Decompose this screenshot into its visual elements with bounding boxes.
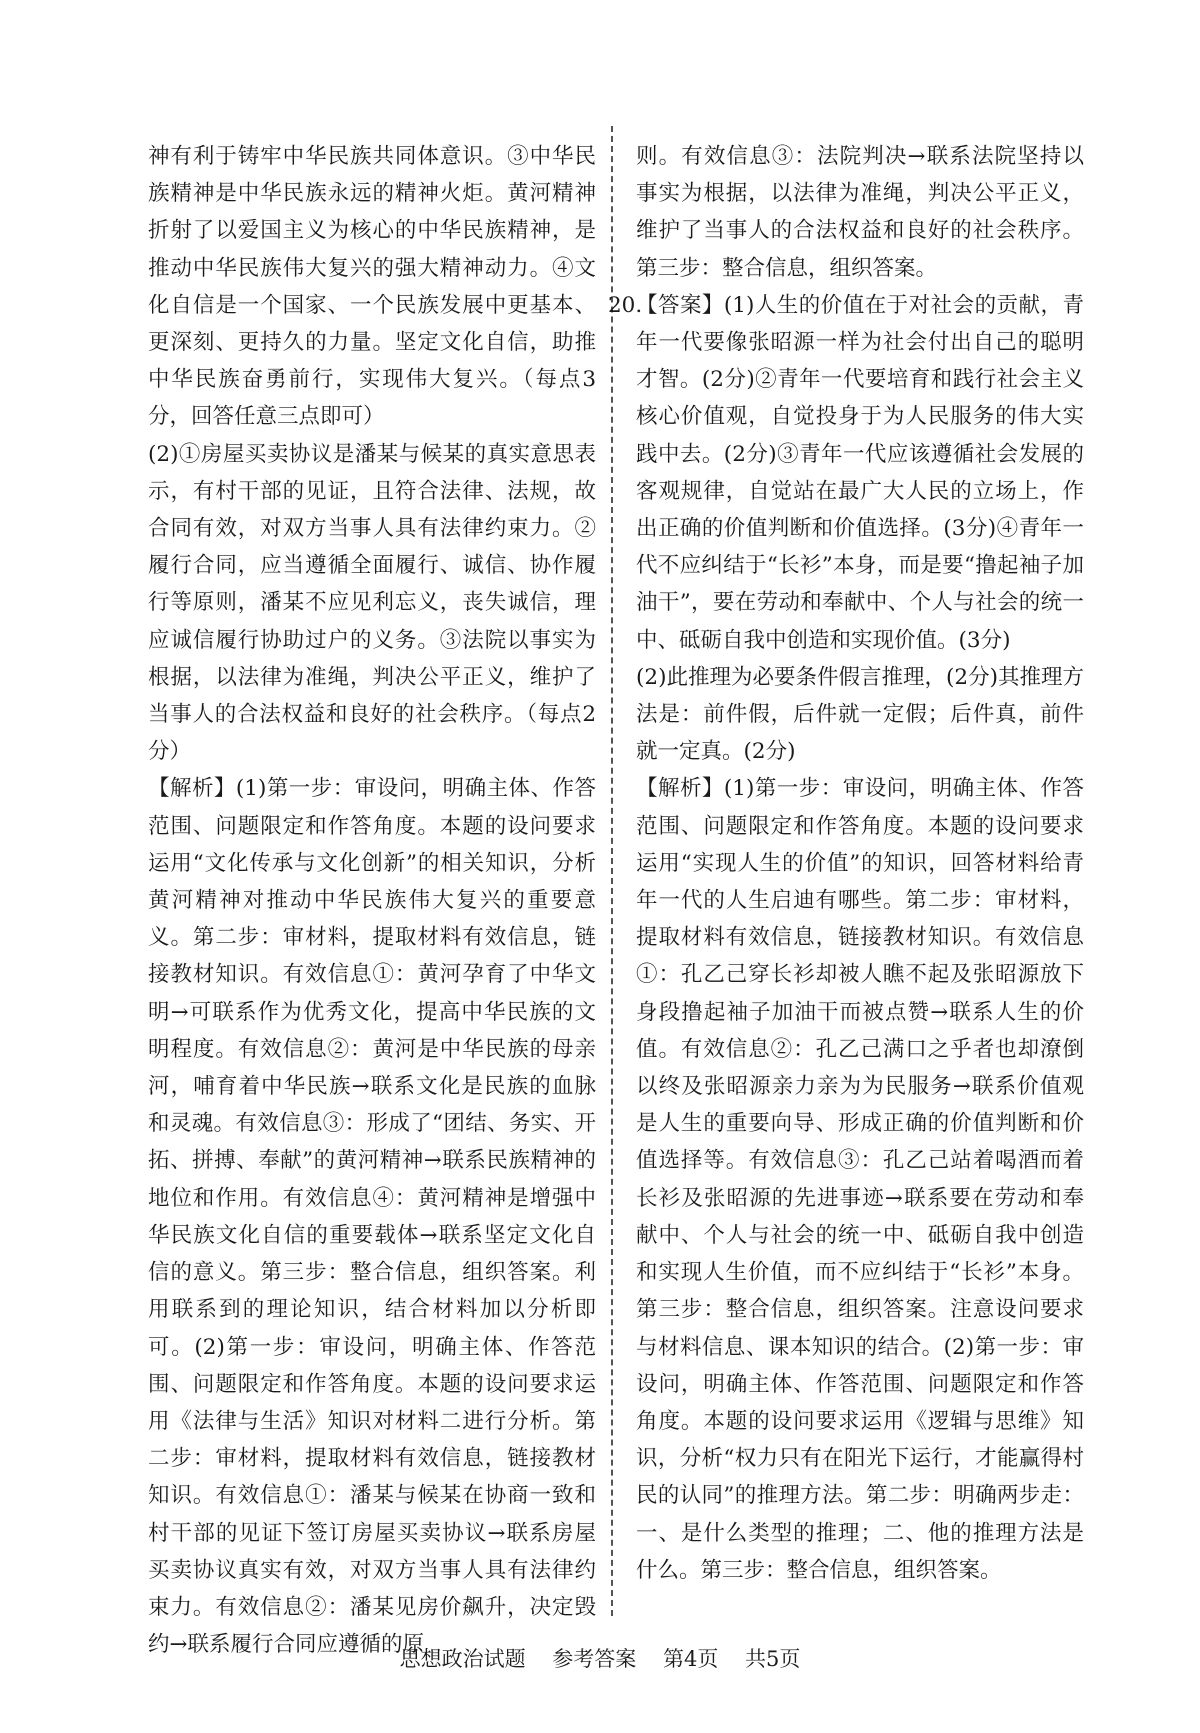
left-column	[148, 138, 596, 1663]
question-number: 20.	[608, 292, 643, 318]
q20-answer-part-2-paragraph: (2)此推理为必要条件假言推理，(2分)其推理方法是：前件假，后件就一定假；后件真，前件就一定真。(2分)	[636, 664, 1084, 765]
answer-continuation-paragraph: 神有利于铸牢中华民族共同体意识。③中华民族精神是中华民族永远的精神火炬。黄河精神折射了以爱国主义为核心的中华民族精神，是推动中华民族伟大复兴的强大精神动力。④文化自信是一个国家、一个民族发展中更基本、更深刻、更持久的力量。坚定文化自信，助推中华民族奋勇前行，实现伟大复兴。（每点3分，回答任意三点即可）	[148, 144, 596, 430]
answer-part-2-paragraph: (2)①房屋买卖协议是潘某与候某的真实意思表示，有村干部的见证，且符合法律、法规，故合同有效，对双方当事人具有法律约束力。②履行合同，应当遵循全面履行、诚信、协作履行等原则，潘某不应见利忘义，丧失诚信，理应诚信履行协助过户的义务。③法院以事实为根据，以法律为准绳，判决公平正义，维护了当事人的合法权益和良好的社会秩序。（每点2分）	[148, 441, 596, 765]
column-divider	[611, 126, 613, 1616]
analysis-paragraph: 【解析】(1)第一步：审设问，明确主体、作答范围、问题限定和作答角度。本题的设问要求运用“文化传承与文化创新”的相关知识，分析黄河精神对推动中华民族伟大复兴的重要意义。第二步：审材料，提取材料有效信息，链接教材知识。有效信息①：黄河孕育了中华文明→可联系作为优秀文化，提高中华民族的文明程度。有效信息②：黄河是中华民族的母亲河，哺育着中华民族→联系文化是民族的血脉和灵魂。有效信息③：形成了“团结、务实、开拓、拼搏、奉献”的黄河精神→联系民族精神的地位和作用。有效信息④：黄河精神是增强中华民族文化自信的重要载体→联系坚定文化自信的意义。第三步：整合信息，组织答案。利用联系到的理论知识，结合材料加以分析即可。(2)第一步：审设问，明确主体、作答范围、问题限定和作答角度。本题的设问要求运用《法律与生活》知识对材料二进行分析。第二步：审材料，提取材料有效信息，链接教材知识。有效信息①：潘某与候某在协商一致和村干部的见证下签订房屋买卖协议→联系房屋买卖协议真实有效，对双方当事人具有法律约束力。有效信息②：潘某见房价飙升，决定毁约→联系履行合同应遵循的原	[148, 776, 596, 1658]
q20-analysis-paragraph: 【解析】(1)第一步：审设问，明确主体、作答范围、问题限定和作答角度。本题的设问要求运用“实现人生的价值”的知识，回答材料给青年一代的人生启迪有哪些。第二步：审材料，提取材料有效信息，链接教材知识。有效信息①：孔乙己穿长衫却被人瞧不起及张昭源放下身段撸起袖子加油干而被点赞→联系人生的价值。有效信息②：孔乙己满口之乎者也却潦倒以终及张昭源亲力亲为为民服务→联系价值观是人生的重要向导、形成正确的价值判断和价值选择等。有效信息③：孔乙己站着喝酒而着长衫及张昭源的先进事迹→联系要在劳动和奉献中、个人与社会的统一中、砥砺自我中创造和实现人生价值，而不应纠结于“长衫”本身。第三步：整合信息，组织答案。注意设问要求与材料信息、课本知识的结合。(2)第一步：审设问，明确主体、作答范围、问题限定和作答角度。本题的设问要求运用《逻辑与思维》知识，分析“权力只有在阳光下运行，才能赢得村民的认同”的推理方法。第二步：明确两步走：一、是什么类型的推理；二、他的推理方法是什么。第三步：整合信息，组织答案。	[636, 776, 1084, 1583]
footer-answer-label: 参考答案	[552, 1647, 637, 1671]
footer-page-total: 共5页	[745, 1647, 801, 1671]
q20-answer-paragraph: 【答案】(1)人生的价值在于对社会的贡献，青年一代要像张昭源一样为社会付出自己的聪明才智。(2分)②青年一代要培育和践行社会主义核心价值观，自觉投身于为人民服务的伟大实践中去。(2分)③青年一代应该遵循社会发展的客观规律，自觉站在最广大人民的立场上，作出正确的价值判断和价值选择。(3分)④青年一代不应纠结于“长衫”本身，而是要“撸起袖子加油干”，要在劳动和奉献中、个人与社会的统一中、砥砺自我中创造和实现价值。(3分)	[636, 292, 1084, 653]
right-column	[608, 138, 1084, 1589]
page-footer	[0, 1643, 1200, 1673]
footer-page-number: 第4页	[662, 1647, 719, 1671]
analysis-continuation-paragraph: 则。有效信息③：法院判决→联系法院坚持以事实为根据，以法律为准绳，判决公平正义，维护了当事人的合法权益和良好的社会秩序。第三步：整合信息，组织答案。	[636, 144, 1084, 281]
question-20	[608, 287, 1084, 659]
footer-subject: 思想政治试题	[399, 1647, 526, 1671]
